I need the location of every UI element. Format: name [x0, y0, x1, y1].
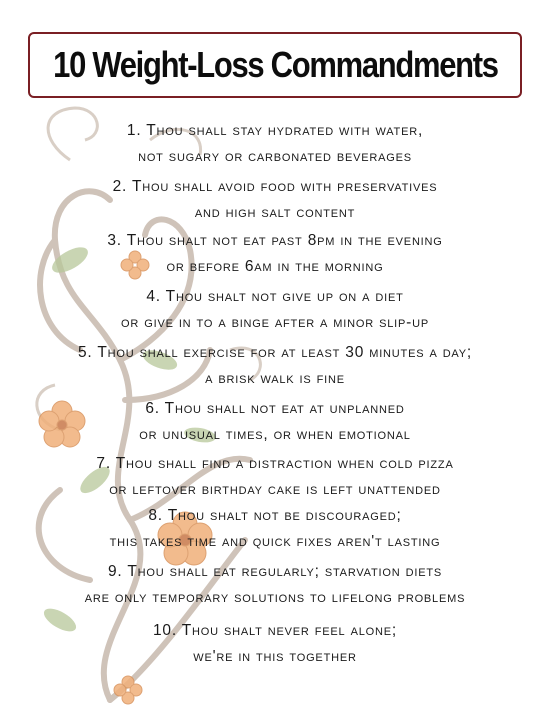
commandment-line: not sugary or carbonated beverages — [138, 148, 412, 165]
commandment-9 — [0, 559, 550, 611]
commandment-line: or give in to a binge after a minor slip-up — [121, 314, 429, 331]
commandment-line: 3. Thou shalt not eat past 8pm in the evening — [107, 232, 443, 249]
commandment-line: or leftover birthday cake is left unattended — [109, 481, 441, 498]
commandment-3 — [0, 228, 550, 280]
commandment-2 — [0, 174, 550, 226]
commandment-line: 10. Thou shalt never feel alone; — [153, 622, 397, 639]
title-frame — [28, 32, 522, 98]
commandment-7 — [0, 451, 550, 503]
commandment-line: 7. Thou shall find a distraction when cold pizza — [96, 455, 454, 472]
commandment-8 — [0, 503, 550, 555]
commandment-1 — [0, 118, 550, 170]
commandment-line: or unusual times, or when emotional — [139, 426, 411, 443]
commandment-line: 9. Thou shall eat regularly; starvation diets — [108, 563, 442, 580]
commandment-6 — [0, 396, 550, 448]
commandment-4 — [0, 284, 550, 336]
commandment-line: are only temporary solutions to lifelong problems — [84, 589, 466, 606]
commandment-line: and high salt content — [194, 204, 356, 221]
commandment-10 — [0, 618, 550, 670]
commandment-line: this takes time and quick fixes aren't lasting — [109, 533, 441, 550]
page-title: 10 Weight-Loss Commandments — [52, 44, 498, 85]
commandment-line: 2. Thou shall avoid food with preservatives — [112, 178, 438, 195]
commandment-line: 6. Thou shall not eat at unplanned — [145, 400, 405, 417]
commandment-line: 1. Thou shall stay hydrated with water, — [126, 122, 424, 139]
commandment-line: a brisk walk is fine — [205, 370, 345, 387]
commandment-line: 4. Thou shalt not give up on a diet — [146, 288, 404, 305]
commandment-line: we're in this together — [193, 648, 357, 665]
commandment-5 — [0, 340, 550, 392]
commandment-line: or before 6am in the morning — [166, 258, 384, 275]
commandment-line: 8. Thou shalt not be discouraged; — [148, 507, 402, 524]
commandment-line: 5. Thou shall exercise for at least 30 minutes a day; — [78, 344, 472, 361]
